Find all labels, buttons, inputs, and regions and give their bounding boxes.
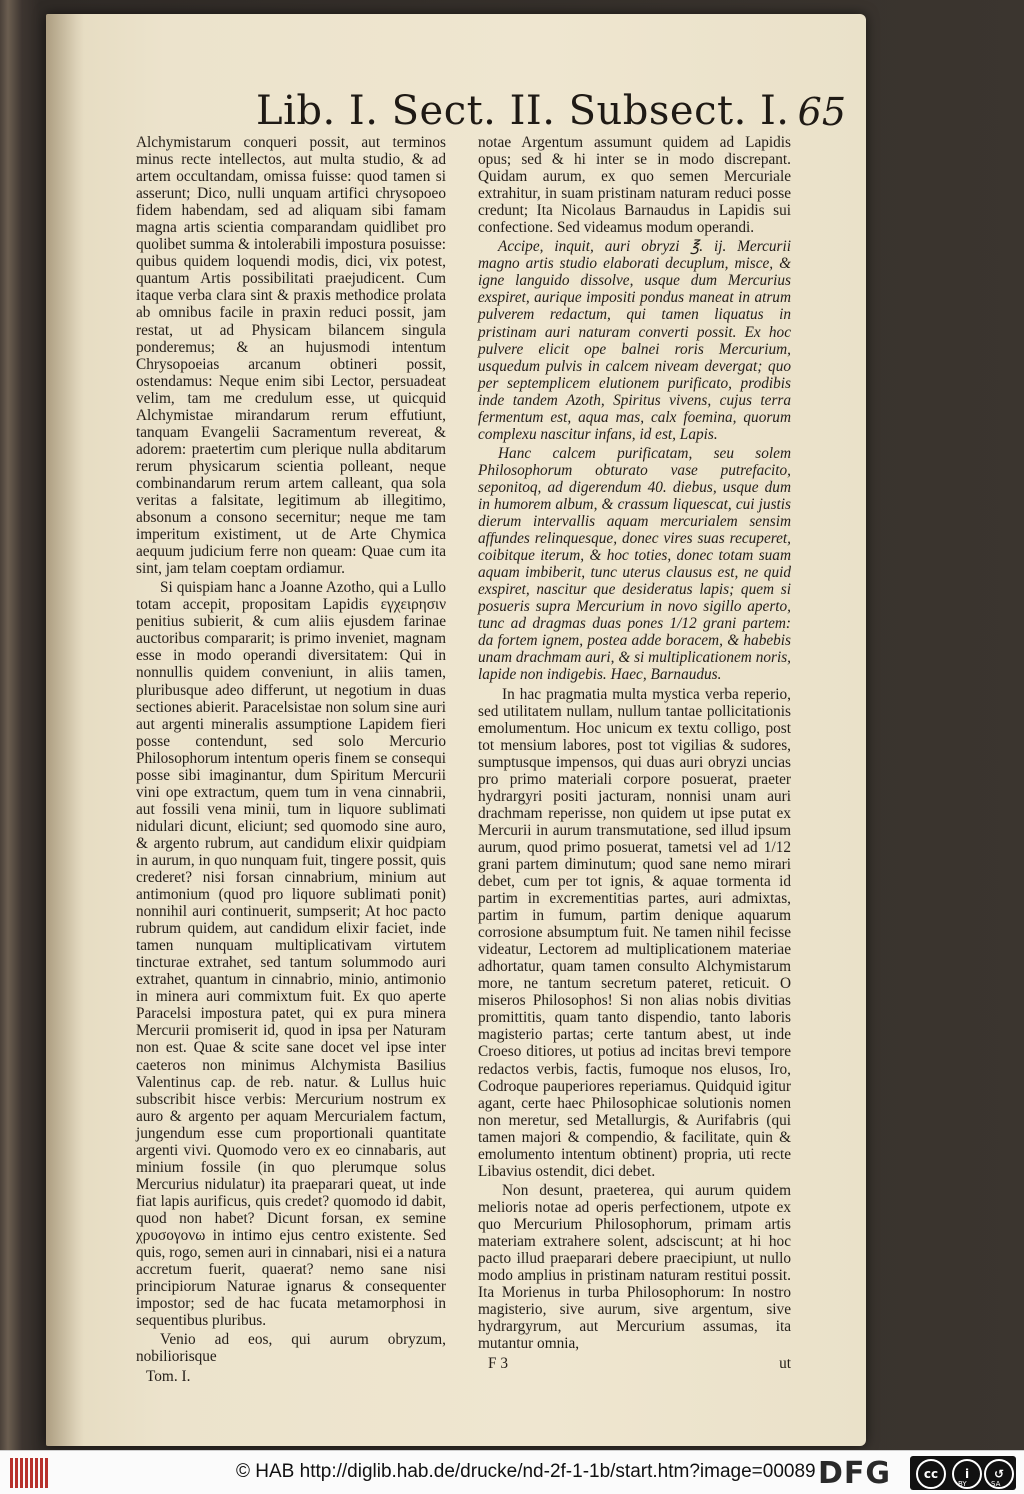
attribution-icon: i bbox=[952, 1459, 982, 1489]
right-paragraph-2-quote: Accipe, inquit, auri obryzi ℥. ij. Mercurii magno artis studio elaborati decuplum, misce, & igne languido dissolve, usque dum Mercurius exspiret, aurique impositi pondus maneat in atrum pulverem redactum, qui tamen liquatus in pristinam auri naturam converti possit. Ex hoc pulvere elicit ope balnei roris Mercurium, usquedum pulvis in calcem niveam devergat; quo per septemplicem elutionem purificato, prodibis inde tandem Azoth, Spiritus vivens, cujus terra fermentum est, aqua mas, calx foemina, quorum complexu nascitur infans, id est, Lapis. bbox=[478, 238, 791, 443]
book-page bbox=[46, 14, 866, 1446]
hab-logo-icon bbox=[10, 1458, 52, 1488]
volume-signature: Tom. I. bbox=[146, 1368, 191, 1386]
right-signature-line bbox=[478, 1355, 791, 1372]
right-paragraph-4: In hac pragmatia multa mystica verba reperio, sed utilitatem nullam, nullum tantae pollicitationis emolumentum. Hoc unicum ex textu colligo, post tot mensium labores, post tot vigilias & sudores, sumptusque impensos, qui duas auri obryzi uncias pro primo materiali corpore posuerat, praeter hydrargyri positi jacturam, nonnisi unam auri drachmam reperisse, non quidem ut ipse putat ex Mercurii in aurum transmutatione, sed illud ipsum aurum, quod primo posuerat, tametsi vel ad 1/12 grani partem diminutum; quod sane nemo mirari debet, cum per tot ignis, & aquae tormenta id partim in excrementitias partes, auri admixtas, partim in fumum, partim denique aquarum corrosione absumptum fuit. Ne tamen nihil fecisse videatur, Lectorem ad multiplicationem materiae adhortatur, quam tamen consulto Alchymistarum more, ne tantum secretum pateret, reticuit. O miseros Philosophos! Si non alias nobis divitias promittitis, quam tanto dispendio, tanto laboris magisterio partas; certe tantum abest, ut inde Croeso ditiores, ut potius ad incitas brevi tempore redactos verbis, factis, fumoque nos elusos, Iro, Codroque pauperiores reperiamus. Quidquid igitur agant, certe haec Philosophicae solutionis nomen non meretur, sed Metallurgis, & Aurifabris (qui tamen majori & compendio, & facilitate, quin & emolumento intentum obtinent) propria, uti recte Libavius ostendit, dici debet. bbox=[478, 685, 791, 1180]
right-paragraph-5: Non desunt, praeterea, qui aurum quidem melioris notae ad operis perfectionem, utpote ex quo Mercurium Philosophorum, primam artis materiam extrahere solent, adsciscunt; at hi hoc pacto illud praeparari debere praecipiunt, ut nullo modo amplius in pristinam naturam restitui possit. Ita Morienus in turba Philosophorum: In nostro magisterio, sive aurum, sive argentum, sive hydrargyrum, aut Mercurium assumas, ita mutantur omnia, bbox=[478, 1181, 791, 1353]
dfg-logo: DFG bbox=[818, 1456, 892, 1491]
gathering-signature: F 3 bbox=[488, 1355, 508, 1373]
creative-commons-badge[interactable] bbox=[910, 1456, 1016, 1490]
left-text-column bbox=[136, 134, 446, 1385]
right-paragraph-3-quote: Hanc calcem purificatam, seu solem Philosophorum obturato vase putrefacito, seponitoq, ad digerendum 40. diebus, usque dum in humorem album, & crassum liquescat, cui justis dierum intervallis aquam mercurialem sensim affundes relinquesque, donec vires suas recuperet, coibitque iterum, & hoc toties, donec totam suam aquam imbiberit, tunc uterus clausus est, ne quid exspiret, nascitur que desideratus lapis; quem si posueris supra Mercurium in novo sigillo aperto, tunc ad dragmas duas pones 1/12 grani partem: da fortem ignem, postea adde boracem, & habebis unam drachmam auri, & si multiplicationem noris, lapide non indigebis. Haec, Barnaudus. bbox=[478, 444, 791, 684]
left-paragraph-2: Si quispiam hanc a Joanne Azotho, qui a Lullo totam accepit, propositam Lapidis εγχειρησιν penitius subierit, & cum aliis ejusdem farinae auctoribus compararit; is primo inveniet, magnam esse in modo operandi diversitatem: Qui in nonnullis quidem conveniunt, in aliis tamen, pluribusque adeo differunt, ut negotium in duas sectiones abierit. Paracelsistae non solum sine auri aut argenti mineralis assumptione Lapidem fieri posse contendunt, sed solo Mercurio Philosophorum intentum operis finem se consequi posse sibi imaginantur, dum Spiritum Mercurii vini ope extractum, quem tum in vena cinnabrii, aut fossili vena minii, tum in liquore sublimati nidulari dicunt, eliciunt; sed quomodo sine auro, & argento rubrum, aut candidum elixir quidpiam in aurum, in quo nunquam fuit, tingere possit, quis crederet? nisi forsan cinnabrium, minium aut antimonium (quod pro liquore sublimati ponit) nonnihil auri continuerit, sumpserit; At hoc pacto rubrum quidem, aut candidum elixir faciet, inde tamen nunquam multiplicativam virtutem tincturae extrahet, sed tantum solummodo auri extrahet, quantum in cinnabrio, minio, antimonio in minera auri commixtum fuit. Ex quo aperte Paracelsi impostura patet, qui ex pura minera Mercurii promiserit id, quod in ipsa per Naturam non est. Quae & scite sane docet vel ipse inter caeteros non minimus Alchymista Basilius Valentinus cap. de reb. natur. & Lullus huic subscribit hisce verbis: Mercurium nostrum ex auro & argento per aquam Mercurialem factum, jungendum esse cum proportionali quantitate argenti vivi. Quomodo vero ex eo cinnabaris, aut minium fossile (in quo plerumque solus Mercurius nidulatur) ita praeparari queat, ut inde fiat lapis aurificus, quis credet? quomodo id dabit, quod non habet? Dicunt forsan, ex semine χρυσογονω in intimo ejus centro existente. Sed quis, rogo, semen auri in cinnabari, nisi ei a natura accretum fuerit, quaerat? nemo sane nisi principiorum Naturae ignarus & consequenter impostor; sed de hac fucata metamorphosi in sequentibus pluribus. bbox=[136, 579, 446, 1330]
right-paragraph-1: notae Argentum assumunt quidem ad Lapidis opus; sed & hi inter se in modo discrepant. Quidam aurum, ex quo semen Mercuriale extrahitur, in suam pristinam naturam reduci posse credunt; Ita Nicolaus Barnaudus in Lapidis sui confectione. Sed videamus modum operandi. bbox=[478, 134, 791, 237]
left-paragraph-3: Venio ad eos, qui aurum obryzum, nobiliorisque bbox=[136, 1331, 446, 1366]
left-paragraph-1: Alchymistarum conqueri possit, aut terminos minus recte intellectos, aut multa studio, & ad artem occultandam, omissa fuisse: quod tamen si asserunt; Dico, nulli unquam artifici chrysopoeo fidem habendam, sed ad aliquam sibi famam magna artis scientia comparandam quidlibet pro quolibet summa & intolerabili impostura posuisse: quibus quidem loquendi modis, dici, vix potest, quantum Artis possibilitati praejudicent. Cum itaque verba clara sint & praxis methodice prolata ab omnibus facile in praxin reduci possit, jam restat, ut ad Physicam bilancem singula ponderemus; & an hujusmodi intentum Chrysopoeias arcanum obtineri possit, ostendamus: Neque enim sibi Lector, persuadeat velim, tam me credulum esse, ut quicquid Alchymistae mirandarum rerum effutiunt, tanquam Evangelii Sacramentum revereat, & adorem: praetertim cum plerique nulla abditarum rerum physicarum scientia polleant, neque combinandarum rerum artem calleant, qua sola veritas a falsitate, legitimum ab illegitimo, absonum a consono secernitur; neque me tam imperitum existiment, ut de Arte Chymica aequum judicium ferre non queam: Quae cum ita sint, jam telam coeptam ordiamur. bbox=[136, 134, 446, 578]
page-number: 65 bbox=[797, 90, 846, 134]
copyright-link[interactable]: © HAB http://diglib.hab.de/drucke/nd-2f-1-1b/start.htm?image=00089 bbox=[236, 1461, 816, 1482]
share-alike-icon: ↺ bbox=[984, 1459, 1014, 1489]
running-title: Lib. I. Sect. II. Subsect. I. bbox=[256, 88, 790, 134]
right-text-column bbox=[478, 134, 791, 1372]
catchword: ut bbox=[779, 1355, 791, 1373]
footer-bar bbox=[0, 1450, 1024, 1494]
left-signature-line bbox=[136, 1368, 446, 1385]
cc-icon: cc bbox=[916, 1459, 946, 1489]
sa-label: SA bbox=[991, 1480, 1001, 1488]
by-label: BY bbox=[958, 1480, 967, 1488]
